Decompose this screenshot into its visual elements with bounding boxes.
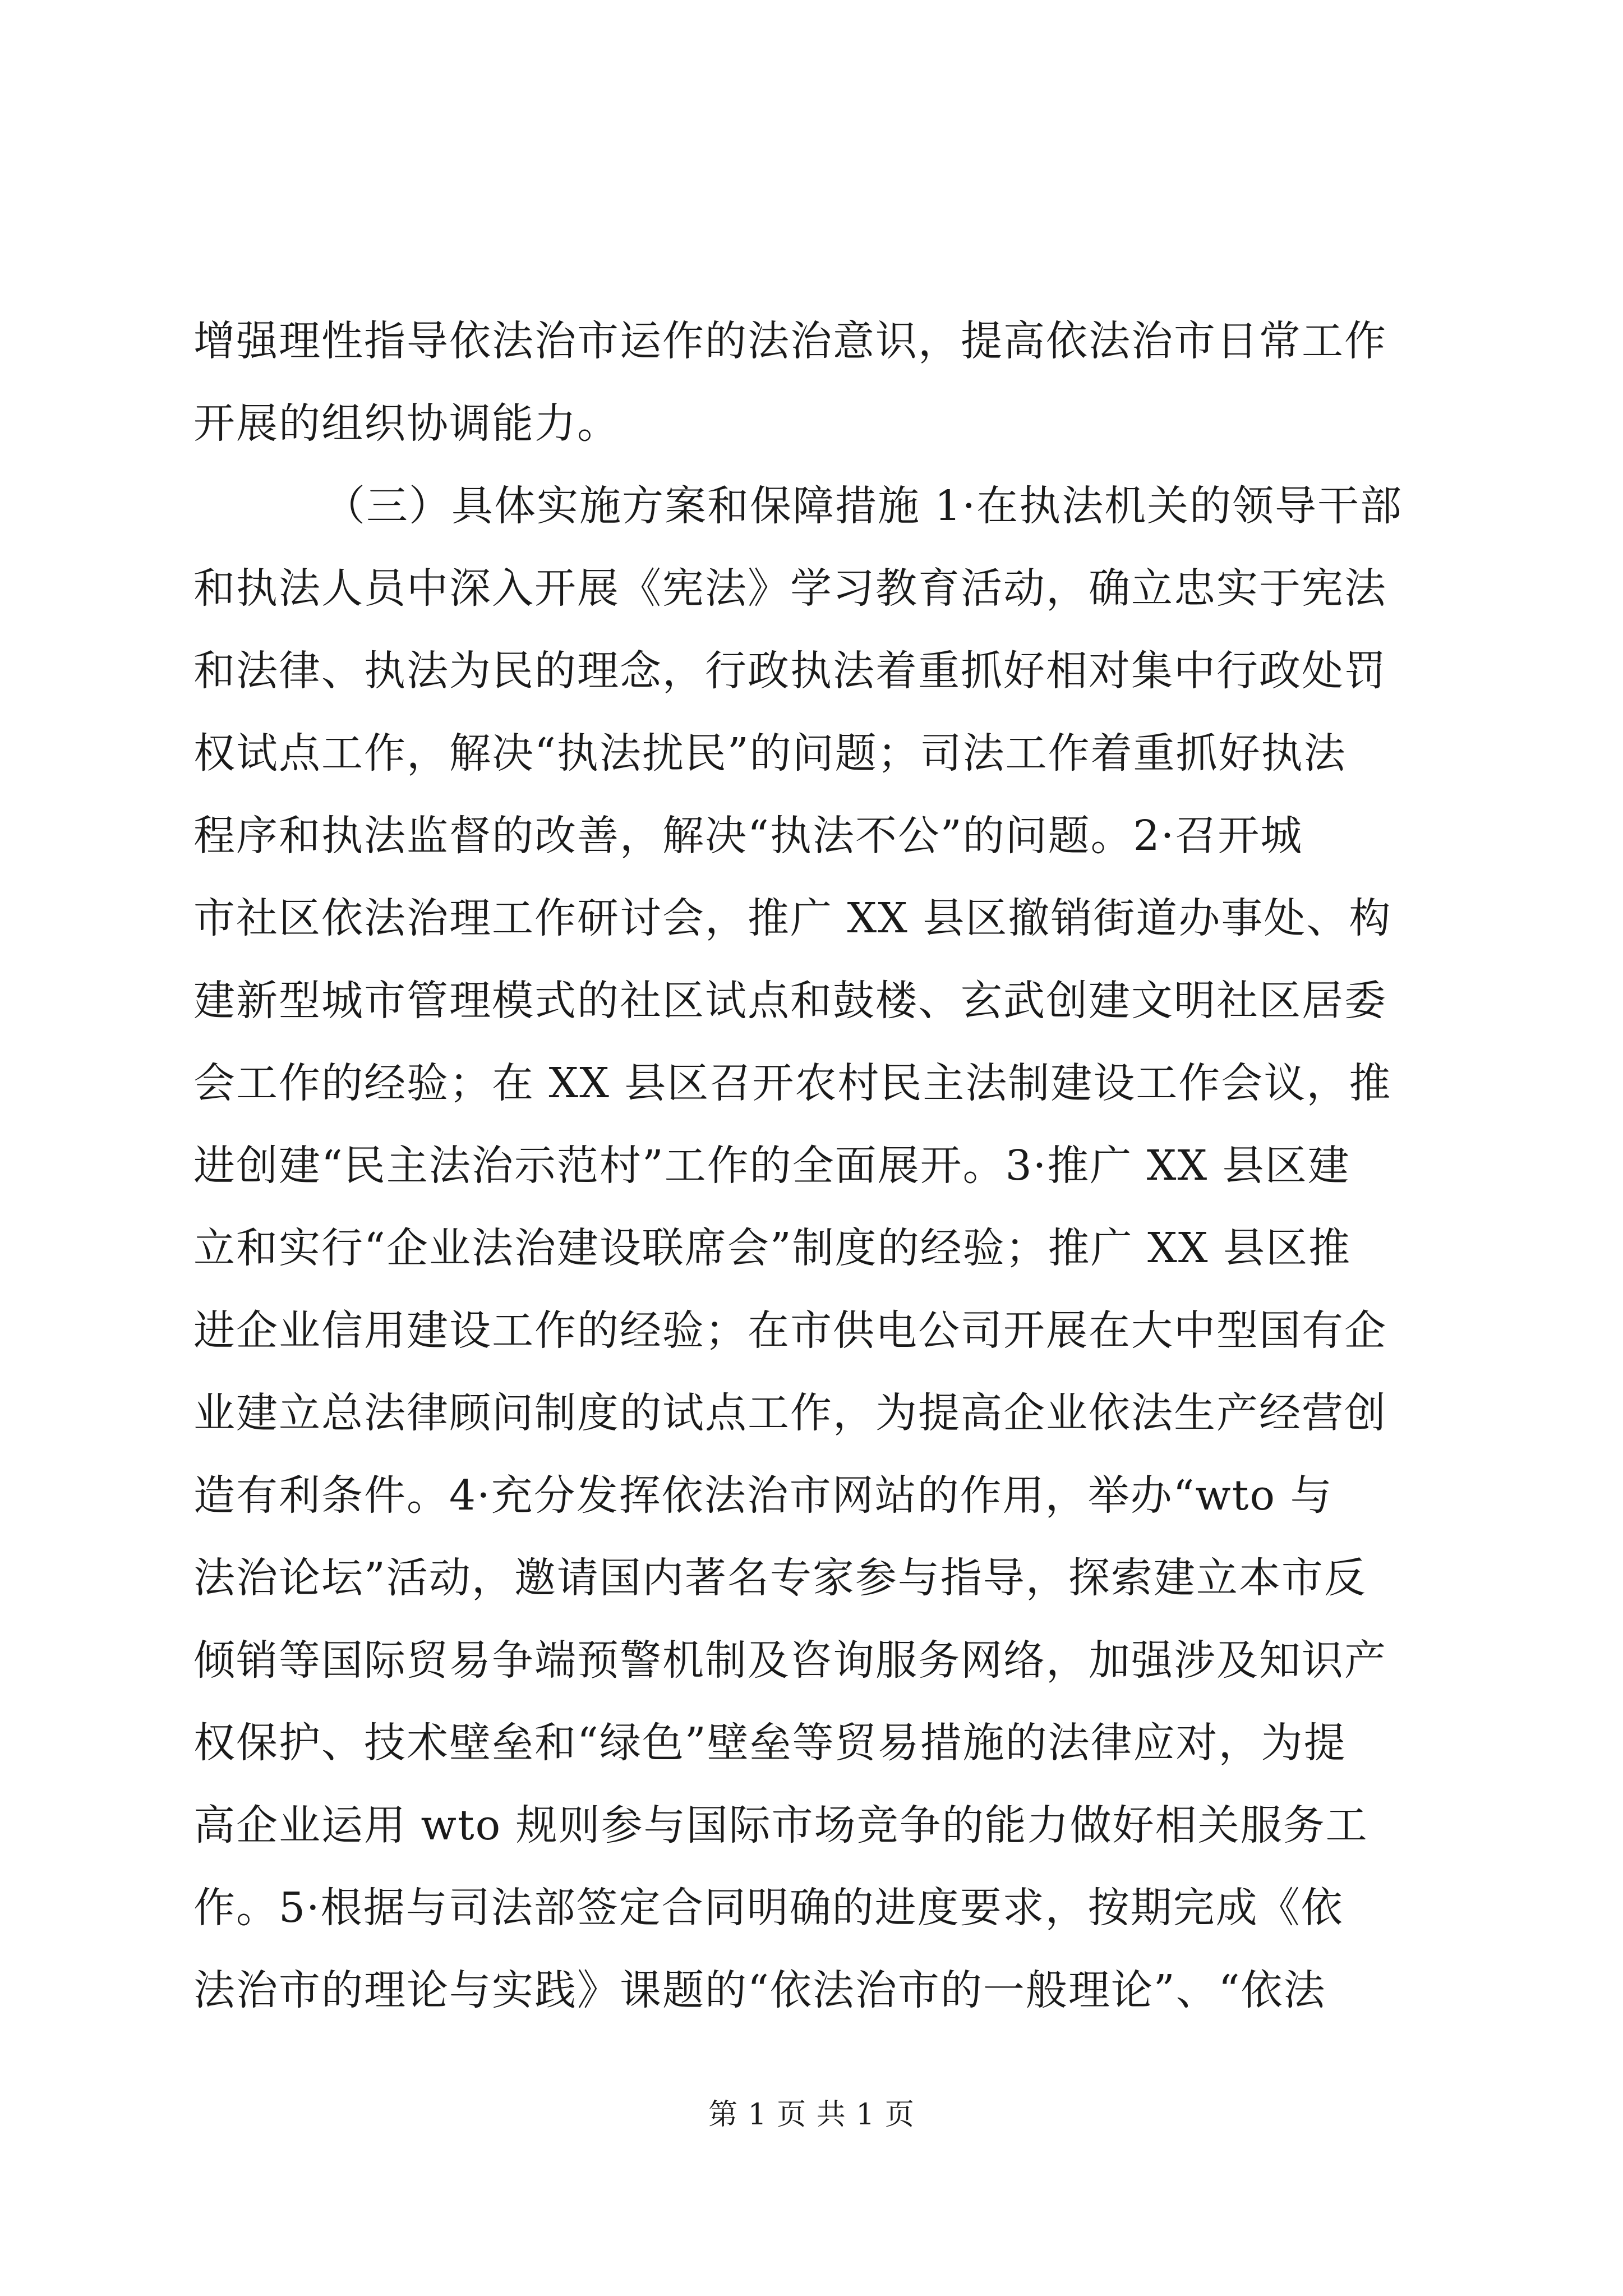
body-text (193, 300, 1410, 2032)
page-footer: 第 1 页 共 1 页 (708, 2098, 915, 2132)
text-line-20: 作。5·根据与司法部签定合同明确的进度要求，按期完成《依 (193, 1884, 1344, 1932)
section-heading-line: （三）具体实施方案和保障措施 1·在执法机关的领导干部 (324, 482, 1403, 530)
text-line-9: 建新型城市管理模式的社区试点和鼓楼、玄武创建文明社区居委 (193, 977, 1387, 1025)
text-line-6: 权试点工作，解决“执法扰民”的问题；司法工作着重抓好执法 (193, 729, 1347, 777)
text-line-1: 增强理性指导依法治市运作的法治意识，提高依法治市日常工作 (193, 317, 1387, 365)
text-line-7: 程序和执法监督的改善，解决“执法不公”的问题。2·召开城 (193, 812, 1303, 860)
text-line-10: 会工作的经验；在 XX 县区召开农村民主法制建设工作会议，推 (193, 1059, 1392, 1107)
text-line-14: 业建立总法律顾问制度的试点工作，为提高企业依法生产经营创 (193, 1389, 1387, 1437)
text-line-5: 和法律、执法为民的理念，行政执法着重抓好相对集中行政处罚 (193, 647, 1387, 695)
text-line-8: 市社区依法治理工作研讨会，推广 XX 县区撤销街道办事处、构 (193, 894, 1392, 942)
text-line-15: 造有利条件。4·充分发挥依法治市网站的作用，举办“wto 与 (193, 1471, 1333, 1520)
text-line-19: 高企业运用 wto 规则参与国际市场竞争的能力做好相关服务工 (193, 1801, 1368, 1849)
text-line-16: 法治论坛”活动，邀请国内著名专家参与指导，探索建立本市反 (193, 1554, 1367, 1602)
text-line-2: 开展的组织协调能力。 (193, 399, 620, 448)
text-line-4: 和执法人员中深入开展《宪法》学习教育活动，确立忠实于宪法 (193, 564, 1387, 613)
text-line-18: 权保护、技术壁垒和“绿色”壁垒等贸易措施的法律应对，为提 (193, 1719, 1347, 1767)
text-line-11: 进创建“民主法治示范村”工作的全面展开。3·推广 XX 县区建 (193, 1142, 1350, 1190)
text-line-21: 法治市的理论与实践》课题的“依法治市的一般理论”、“依法 (193, 1966, 1326, 2014)
text-line-17: 倾销等国际贸易争端预警机制及咨询服务网络，加强涉及知识产 (193, 1636, 1387, 1685)
text-line-13: 进企业信用建设工作的经验；在市供电公司开展在大中型国有企 (193, 1306, 1387, 1355)
text-line-12: 立和实行“企业法治建设联席会”制度的经验；推广 XX 县区推 (193, 1224, 1352, 1272)
